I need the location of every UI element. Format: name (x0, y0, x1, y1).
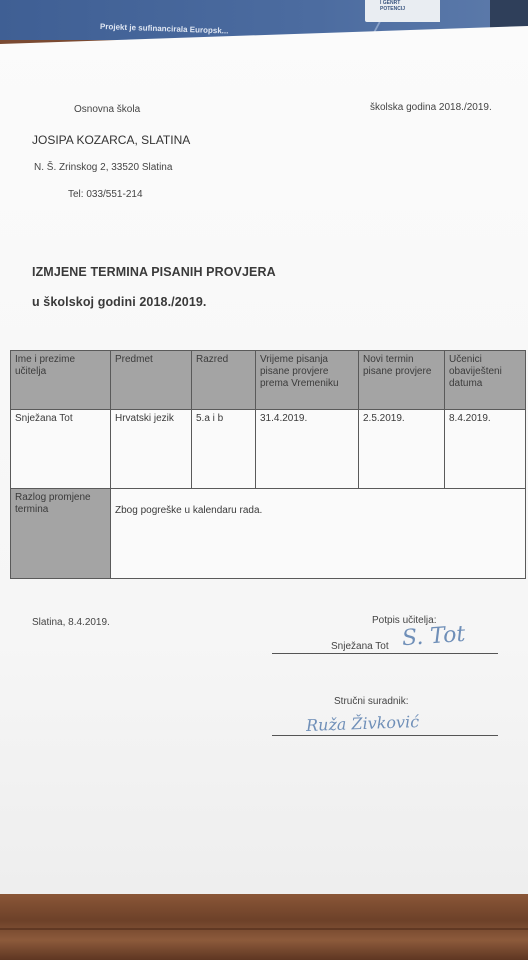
header-original-date: Vrijeme pisanja pisane provjere prema Vremeniku (256, 351, 359, 410)
header-new-date: Novi termin pisane provjere (359, 351, 445, 410)
schedule-change-table (10, 350, 526, 579)
associate-label: Stručni suradnik: (334, 696, 409, 707)
teacher-name: Snježana Tot (331, 641, 389, 652)
cell-class: 5.a i b (192, 410, 256, 489)
cell-subject: Hrvatski jezik (111, 410, 192, 489)
table-header-row (11, 351, 526, 410)
reason-row (11, 489, 526, 579)
reason-text: Zbog pogreške u kalendaru rada. (111, 489, 526, 579)
teacher-signature: S. Tot (401, 621, 467, 652)
document-title: IZMJENE TERMINA PISANIH PROVJERA (32, 265, 276, 279)
associate-signature-line (272, 735, 498, 736)
cell-teacher: Snježana Tot (11, 410, 111, 489)
document-subtitle: u školskoj godini 2018./2019. (32, 295, 207, 309)
header-notified: Učenici obaviješteni datuma (445, 351, 526, 410)
school-address: N. Š. Zrinskog 2, 33520 Slatina (34, 162, 173, 173)
teacher-signature-line (272, 653, 498, 654)
school-type: Osnovna škola (74, 104, 141, 115)
teacher-signature-label: Potpis učitelja: (372, 615, 437, 626)
header-teacher: Ime i prezime učitelja (11, 351, 111, 410)
header-subject: Predmet (111, 351, 192, 410)
wood-grain-line (0, 928, 528, 930)
cell-original-date: 31.4.2019. (256, 410, 359, 489)
eu-logo-text: I GENRT POTENCIJ (380, 0, 406, 12)
table-row (11, 410, 526, 489)
cell-notified: 8.4.2019. (445, 410, 526, 489)
funding-text: Projekt je sufinancirala Europsk... (99, 22, 229, 36)
place-date: Slatina, 8.4.2019. (32, 617, 110, 628)
reason-label: Razlog promjene termina (11, 489, 111, 579)
associate-signature: Ruža Živković (305, 712, 420, 735)
school-phone: Tel: 033/551-214 (68, 189, 143, 200)
cell-new-date: 2.5.2019. (359, 410, 445, 489)
school-name: JOSIPA KOZARCA, SLATINA (32, 133, 191, 147)
wood-grain-bottom (0, 894, 528, 960)
school-year: školska godina 2018./2019. (370, 102, 492, 113)
header-class: Razred (192, 351, 256, 410)
